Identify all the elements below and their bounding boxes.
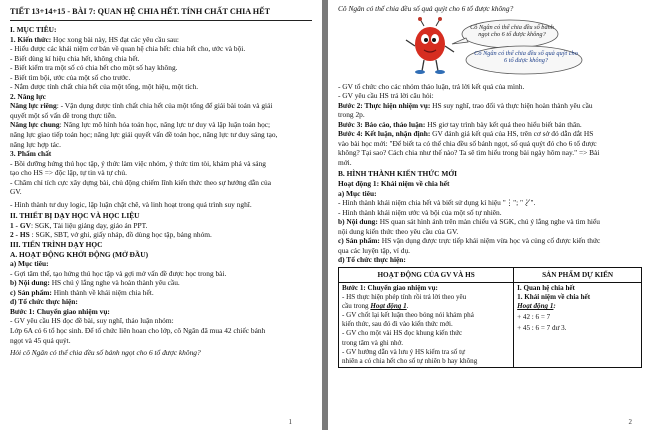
goal-label: a) Mục tiêu:	[10, 259, 49, 269]
bubble-2-text: Cô Ngân có thể chia đều số quả quýt cho 6 tổ được không?	[474, 49, 578, 64]
gv-label: 1 - GV	[10, 220, 31, 230]
step1-label: Bước 1: Chuyển giao nhiệm vụ:	[10, 306, 110, 316]
table-product-activity: Hoạt động 1	[517, 302, 554, 311]
step3-label: Bước 3: Báo cáo, thảo luận:	[338, 119, 426, 129]
step1-text-3: ngọt và 45 quả quýt.	[10, 335, 71, 345]
content-text-2: HS quan sát hình ảnh trên màn chiếu và SGK, chú ý lắng nghe và tìm hiểu	[377, 217, 600, 227]
step4-text-4: mới.	[338, 157, 352, 167]
table-activity-line: - HS thực hiện phép tính rồi trả lời theo yêu	[342, 293, 467, 302]
page-number: 2	[628, 418, 632, 426]
general-skill-text-3: năng lực hợp tác.	[10, 139, 62, 149]
step4-text-2: vào bài học mới: "Để biết ta có thể chia đều số bánh ngọt, số quả quýt đó cho 6 tổ được	[338, 138, 597, 148]
table-req-post: .	[406, 302, 409, 311]
table-activity-line: nhiên a có chia hết cho số tự nhiên b hay không	[342, 356, 478, 365]
page-number: 1	[288, 418, 292, 426]
top-question: Cô Ngân có thể chia đều số quả quýt cho 6 tổ được không?	[338, 4, 514, 13]
step4-text-3: không? Tại sao? Cách chia như thế nào? Ta sẽ tìm hiểu trong bài ngày hôm nay." => Bài	[338, 148, 600, 158]
general-skill-text: : Năng lực mô hình hóa toán học, năng lực tư duy và lập luận toán học;	[59, 120, 271, 130]
knowledge-item: - Nắm được tính chất chia hết của một tổng, một hiệu, một tích.	[10, 82, 199, 92]
quality-item: - Hình thành tư duy logic, lập luận chặt chẽ, và linh hoạt trong quá trình suy nghĩ.	[10, 199, 252, 209]
table-product-subheading: 1. Khái niệm về chia hết	[517, 293, 591, 302]
goal-item: - Hình thành khái niệm ước và bội của một số tự nhiên.	[338, 207, 502, 217]
gv-text: : SGK, Tài liệu giảng dạy, giáo án PPT.	[30, 220, 148, 230]
step2-text: HS suy nghĩ, trao đổi và thực hiện hoàn thành yêu cầu	[430, 100, 593, 110]
step3-text: HS giơ tay trình bày kết quả theo hiểu biết bản thân.	[425, 119, 582, 129]
step4-label: Bước 4: Kết luận, nhận định:	[338, 129, 431, 139]
content-label: b) Nội dung:	[10, 278, 50, 288]
section-heading-process: III. TIẾN TRÌNH DẠY HỌC	[10, 240, 103, 250]
content-label-2: b) Nội dung:	[338, 217, 378, 227]
quality-item: GV.	[10, 187, 22, 197]
organization-label-2: d) Tổ chức thực hiện:	[338, 255, 406, 265]
discussion-line: - GV tổ chức cho các nhóm thảo luận, trả lời kết quả của mình.	[338, 81, 525, 91]
quality-heading: 3. Phẩm chất	[10, 149, 52, 159]
product-label: c) Sản phẩm:	[10, 287, 52, 297]
general-skill-label: Năng lực chung	[10, 120, 60, 130]
special-skill-text-2: quyết một số vấn đề trong thực tiễn.	[10, 110, 117, 120]
document-page-2	[328, 0, 650, 430]
goal-item: - Hình thành khái niệm chia hết và biết sử dụng kí hiệu "⋮"; "⋮̸".	[338, 198, 536, 208]
section-b-heading: B. HÌNH THÀNH KIẾN THỨC MỚI	[338, 169, 457, 179]
knowledge-label: 1. Kiến thức:	[10, 34, 52, 44]
section-heading-objectives: I. MỤC TIÊU:	[10, 25, 57, 34]
document-page-1	[0, 0, 322, 430]
step1-text: - GV yêu cầu HS đọc đề bài, suy nghĩ, thảo luận nhóm:	[10, 316, 174, 326]
section-heading-equipment: II. THIẾT BỊ DẠY HỌC VÀ HỌC LIỆU	[10, 211, 140, 221]
goal-label-2: a) Mục tiêu:	[338, 188, 377, 198]
step2-text-2: trong 2p.	[338, 110, 365, 120]
table-activity-line: - GV chốt lại kết luận theo bóng nói khám phá	[342, 311, 474, 320]
organization-label: d) Tổ chức thực hiện:	[10, 297, 78, 307]
quality-item: tạo cho HS => độc lập, tự tin và tự chủ.	[10, 168, 127, 178]
knowledge-text: Học xong bài này, HS đạt các yêu cầu sau:	[51, 34, 179, 44]
table-product-heading: I. Quan hệ chia hết	[517, 283, 575, 292]
activity-a-heading: A. HOẠT ĐỘNG KHỞI ĐỘNG (MỞ ĐẦU)	[10, 249, 149, 259]
table-activity-line: - GV hướng dẫn và lưu ý HS kiểm tra số tự	[342, 347, 465, 356]
bubble-1-text: Cô Ngân có thể chia đều số bánh ngọt cho 6 tổ được không?	[470, 23, 554, 38]
table-product-item: + 42 : 6 = 7	[517, 313, 551, 322]
general-skill-text-2: năng lực giao tiếp toán học; năng lực giải quyết vấn đề toán học, năng lực tư duy sáng tạo,	[10, 130, 278, 140]
table-column-product	[514, 268, 641, 367]
step2-label: Bước 2: Thực hiện nhiệm vụ:	[338, 100, 431, 110]
content-text: HS chú ý lắng nghe và hoàn thành yêu cầu.	[49, 278, 180, 288]
step1-text-2: Lớp 6A có 6 tổ học sinh. Để tổ chức liên hoan cho lớp, cô Ngân đã mua 42 chiếc bánh	[10, 325, 266, 335]
activity-1-heading: Hoạt động 1: Khái niệm về chia hết	[338, 179, 450, 189]
hs-label: 2 - HS	[10, 230, 30, 240]
product-text-2b: qua các luyện tập, ví dụ.	[338, 245, 411, 255]
table-step1-label: Bước 1: Chuyển giao nhiệm vụ:	[342, 283, 438, 292]
quality-item: - Bồi dưỡng hứng thú học tập, ý thức làm việc nhóm, ý thức tìm tòi, khám phá và sáng	[10, 158, 266, 168]
content-text-2b: nội dung kiến thức theo yêu cầu của GV.	[338, 226, 459, 236]
table-column-activity	[339, 268, 514, 367]
activity-table	[338, 267, 642, 368]
product-text-2: HS vận dụng được trực tiếp khái niệm vừa học và củng cố được kiến thức	[379, 236, 601, 246]
table-header-product: SẢN PHẨM DỰ KIẾN	[514, 268, 641, 283]
step4-text: GV đánh giá kết quả của HS, trên cơ sở đó dẫn dắt HS	[430, 129, 594, 139]
knowledge-item: - Biết tìm bội, ước của một số cho trước.	[10, 72, 131, 82]
lesson-title: TIẾT 13+14+15 - BÀI 7: QUAN HỆ CHIA HẾT. TÍNH CHẤT CHIA HẾT	[10, 6, 312, 21]
table-activity-line: - GV cho một vài HS đọc khung kiến thức	[342, 329, 463, 338]
illustration	[338, 16, 642, 78]
table-req-link: Hoạt động 1	[370, 302, 407, 311]
knowledge-item: - Hiểu được các khái niệm cơ bản về quan hệ chia hết: chia hết cho, ước và bội.	[10, 44, 246, 54]
goal-text: - Gợi tâm thế, tạo hứng thú học tập và gợi mở vấn đề được học trong bài.	[10, 268, 227, 278]
product-label-2: c) Sản phẩm:	[338, 236, 380, 246]
hs-text: : SGK, SBT, vở ghi, giấy nháp, đồ dùng học tập, bảng nhóm.	[29, 230, 212, 240]
table-activity-line: trong tâm và ghi nhớ.	[342, 338, 404, 347]
table-req-pre: cầu trong	[342, 302, 371, 311]
question-text: Hỏi cô Ngân có thể chia đều số bánh ngọt cho 6 tổ được không?	[10, 348, 201, 358]
table-activity-line: kiến thức, sau đó đi vào kiến thức mới.	[342, 320, 453, 329]
special-skill-text: : - Vận dụng được tính chất chia hết của một tổng để giải bài toán và giải	[56, 101, 273, 111]
table-product-activity-suffix: :	[553, 302, 556, 311]
product-text: Hình thành về khái niệm chia hết.	[51, 287, 154, 297]
knowledge-item: - Biết dùng kí hiệu chia hết, không chia hết.	[10, 53, 140, 63]
mascot-icon	[406, 17, 454, 74]
special-skill-label: Năng lực riêng	[10, 101, 57, 111]
table-product-item: + 45 : 6 = 7 dư 3.	[517, 324, 567, 333]
table-header-activity: HOẠT ĐỘNG CỦA GV VÀ HS	[339, 268, 513, 283]
knowledge-item: - Biết kiểm tra một số có chia hết cho một số hay không.	[10, 63, 178, 73]
skills-heading: 2. Năng lực	[10, 91, 46, 101]
discussion-line: - GV yêu cầu HS trả lời câu hỏi:	[338, 91, 434, 101]
quality-item: - Chăm chỉ tích cực xây dựng bài, chủ động chiếm lĩnh kiến thức theo sự hướng dẫn của	[10, 177, 271, 187]
